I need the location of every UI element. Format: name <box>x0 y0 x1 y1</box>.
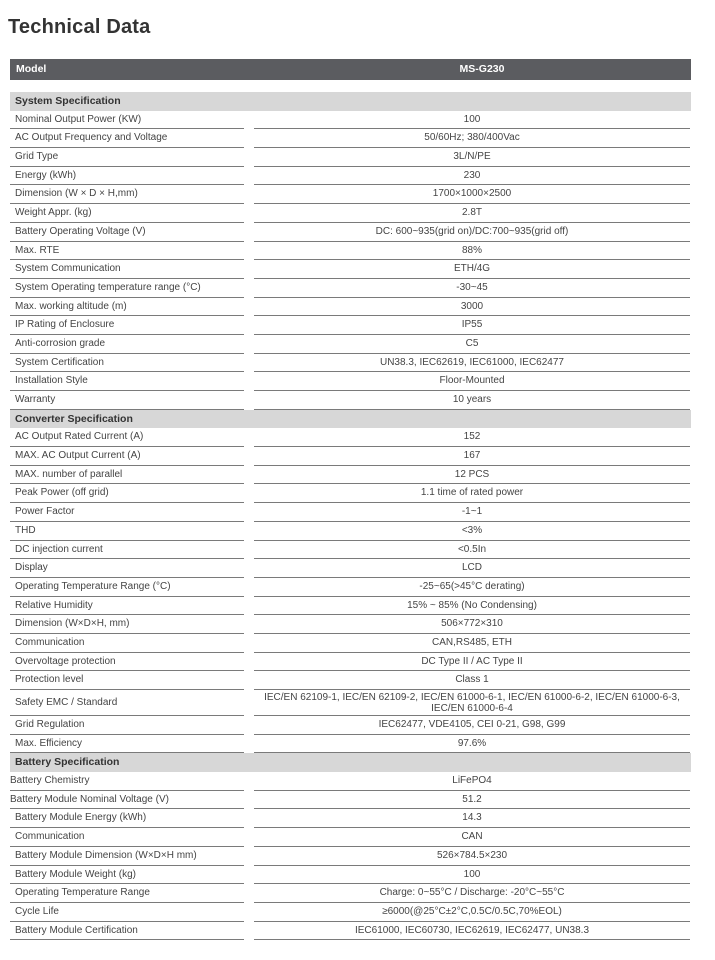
spec-row <box>10 503 691 522</box>
spec-row <box>10 791 691 810</box>
spec-label: Battery Module Energy (kWh) <box>10 809 244 828</box>
spec-value: <3% <box>254 522 690 541</box>
spec-label: Battery Module Weight (kg) <box>10 866 244 885</box>
spec-row <box>10 922 691 941</box>
spec-label: Grid Regulation <box>10 716 244 735</box>
spec-row <box>10 690 691 716</box>
spec-value: Charge: 0~55°C / Discharge: -20°C~55°C <box>254 884 690 903</box>
spec-row <box>10 809 691 828</box>
spec-row <box>10 884 691 903</box>
spec-value: Floor-Mounted <box>254 372 690 391</box>
spec-label: System Certification <box>10 354 244 373</box>
spec-row <box>10 597 691 616</box>
spec-label: THD <box>10 522 244 541</box>
section-header: System Specification <box>10 92 691 111</box>
spec-value: -30~45 <box>254 279 690 298</box>
spec-value: 167 <box>254 447 690 466</box>
spec-label: Weight Appr. (kg) <box>10 204 244 223</box>
spec-value: 15% ~ 85% (No Condensing) <box>254 597 690 616</box>
spec-row <box>10 484 691 503</box>
spec-row <box>10 428 691 447</box>
spec-label: Battery Operating Voltage (V) <box>10 223 244 242</box>
page-title: Technical Data <box>8 16 151 38</box>
spec-value: ≥6000(@25°C±2°C,0.5C/0.5C,70%EOL) <box>254 903 690 922</box>
spec-label: Power Factor <box>10 503 244 522</box>
spec-value: 152 <box>254 428 690 447</box>
spec-label: Protection level <box>10 671 244 690</box>
spec-label: Warranty <box>10 391 244 410</box>
spec-row <box>10 541 691 560</box>
spec-label: Battery Module Certification <box>10 922 244 941</box>
spec-row <box>10 335 691 354</box>
spec-value: Class 1 <box>254 671 690 690</box>
spec-value: IP55 <box>254 316 690 335</box>
spec-row <box>10 671 691 690</box>
spec-value: -1~1 <box>254 503 690 522</box>
spec-label: Nominal Output Power (KW) <box>10 111 244 130</box>
spec-value: 10 years <box>254 391 690 410</box>
spec-row <box>10 372 691 391</box>
spec-value: ETH/4G <box>254 260 690 279</box>
spec-label: Dimension (W × D × H,mm) <box>10 185 244 204</box>
spec-label: MAX. number of parallel <box>10 466 244 485</box>
spec-row <box>10 391 691 410</box>
spec-value: LiFePO4 <box>254 772 690 791</box>
model-header-bar <box>10 59 691 80</box>
spec-label: Safety EMC / Standard <box>10 690 244 716</box>
spec-row <box>10 447 691 466</box>
spec-value: C5 <box>254 335 690 354</box>
spec-value: 3L/N/PE <box>254 148 690 167</box>
spec-row <box>10 242 691 261</box>
spec-label: Peak Power (off grid) <box>10 484 244 503</box>
section-header: Converter Specification <box>10 410 691 429</box>
spec-value: 526×784.5×230 <box>254 847 690 866</box>
spec-label: Operating Temperature Range (°C) <box>10 578 244 597</box>
spec-label: Communication <box>10 828 244 847</box>
spec-value: 230 <box>254 167 690 186</box>
spec-value: 12 PCS <box>254 466 690 485</box>
spec-row <box>10 204 691 223</box>
model-label: Model <box>16 63 47 75</box>
spec-label: DC injection current <box>10 541 244 560</box>
spec-row <box>10 223 691 242</box>
spec-value: 50/60Hz; 380/400Vac <box>254 129 690 148</box>
spec-value: 1700×1000×2500 <box>254 185 690 204</box>
spec-label: Max. working altitude (m) <box>10 298 244 317</box>
spec-label: Battery Chemistry <box>10 772 244 791</box>
spec-row <box>10 559 691 578</box>
section-header: Battery Specification <box>10 753 691 772</box>
spec-row <box>10 316 691 335</box>
spec-label: Battery Module Nominal Voltage (V) <box>10 791 244 810</box>
spec-value: CAN <box>254 828 690 847</box>
spec-row <box>10 735 691 754</box>
spec-label: Display <box>10 559 244 578</box>
spec-row <box>10 522 691 541</box>
spec-label: Cycle Life <box>10 903 244 922</box>
spec-value: 14.3 <box>254 809 690 828</box>
spec-value: 506×772×310 <box>254 615 690 634</box>
spec-row <box>10 772 691 791</box>
model-value: MS-G230 <box>459 63 505 75</box>
spec-row <box>10 354 691 373</box>
spec-value: DC Type II / AC Type II <box>254 653 690 672</box>
spec-value: 3000 <box>254 298 690 317</box>
spec-label: Grid Type <box>10 148 244 167</box>
spec-value: 1.1 time of rated power <box>254 484 690 503</box>
spec-row <box>10 828 691 847</box>
spec-value: <0.5In <box>254 541 690 560</box>
spec-value: 100 <box>254 111 690 130</box>
spec-label: AC Output Rated Current (A) <box>10 428 244 447</box>
spec-row <box>10 866 691 885</box>
spec-row <box>10 578 691 597</box>
spec-label: Max. Efficiency <box>10 735 244 754</box>
spec-label: System Communication <box>10 260 244 279</box>
spec-label: Operating Temperature Range <box>10 884 244 903</box>
spec-label: Dimension (W×D×H, mm) <box>10 615 244 634</box>
spec-label: Energy (kWh) <box>10 167 244 186</box>
spec-row <box>10 148 691 167</box>
spec-value: UN38.3, IEC62619, IEC61000, IEC62477 <box>254 354 690 373</box>
spec-row <box>10 903 691 922</box>
spec-label: MAX. AC Output Current (A) <box>10 447 244 466</box>
spec-label: System Operating temperature range (°C) <box>10 279 244 298</box>
spec-row <box>10 634 691 653</box>
spec-value: -25~65(>45°C derating) <box>254 578 690 597</box>
spec-row <box>10 716 691 735</box>
spec-value: IEC62477, VDE4105, CEI 0-21, G98, G99 <box>254 716 690 735</box>
spec-label: Overvoltage protection <box>10 653 244 672</box>
spec-value: IEC/EN 62109-1, IEC/EN 62109-2, IEC/EN 61000-6-1, IEC/EN 61000-6-2, IEC/EN 61000-6-3, IEC/EN 61000-6-4 <box>254 690 690 716</box>
spec-row <box>10 185 691 204</box>
spec-value: 2.8T <box>254 204 690 223</box>
spec-label: Battery Module Dimension (W×D×H mm) <box>10 847 244 866</box>
spec-value: 51.2 <box>254 791 690 810</box>
spec-value: LCD <box>254 559 690 578</box>
spec-value: DC: 600~935(grid on)/DC:700~935(grid off) <box>254 223 690 242</box>
spec-value: 100 <box>254 866 690 885</box>
spec-row <box>10 167 691 186</box>
spec-row <box>10 260 691 279</box>
spec-row <box>10 298 691 317</box>
spec-table <box>10 92 691 940</box>
spec-label: Installation Style <box>10 372 244 391</box>
spec-label: Anti-corrosion grade <box>10 335 244 354</box>
spec-row <box>10 279 691 298</box>
spec-row <box>10 111 691 130</box>
spec-row <box>10 653 691 672</box>
spec-value: CAN,RS485, ETH <box>254 634 690 653</box>
spec-label: AC Output Frequency and Voltage <box>10 129 244 148</box>
spec-label: Communication <box>10 634 244 653</box>
spec-value: 88% <box>254 242 690 261</box>
spec-value: IEC61000, IEC60730, IEC62619, IEC62477, UN38.3 <box>254 922 690 941</box>
spec-row <box>10 129 691 148</box>
spec-label: Relative Humidity <box>10 597 244 616</box>
spec-row <box>10 615 691 634</box>
spec-label: IP Rating of Enclosure <box>10 316 244 335</box>
spec-label: Max. RTE <box>10 242 244 261</box>
spec-value: 97.6% <box>254 735 690 754</box>
spec-row <box>10 847 691 866</box>
spec-row <box>10 466 691 485</box>
